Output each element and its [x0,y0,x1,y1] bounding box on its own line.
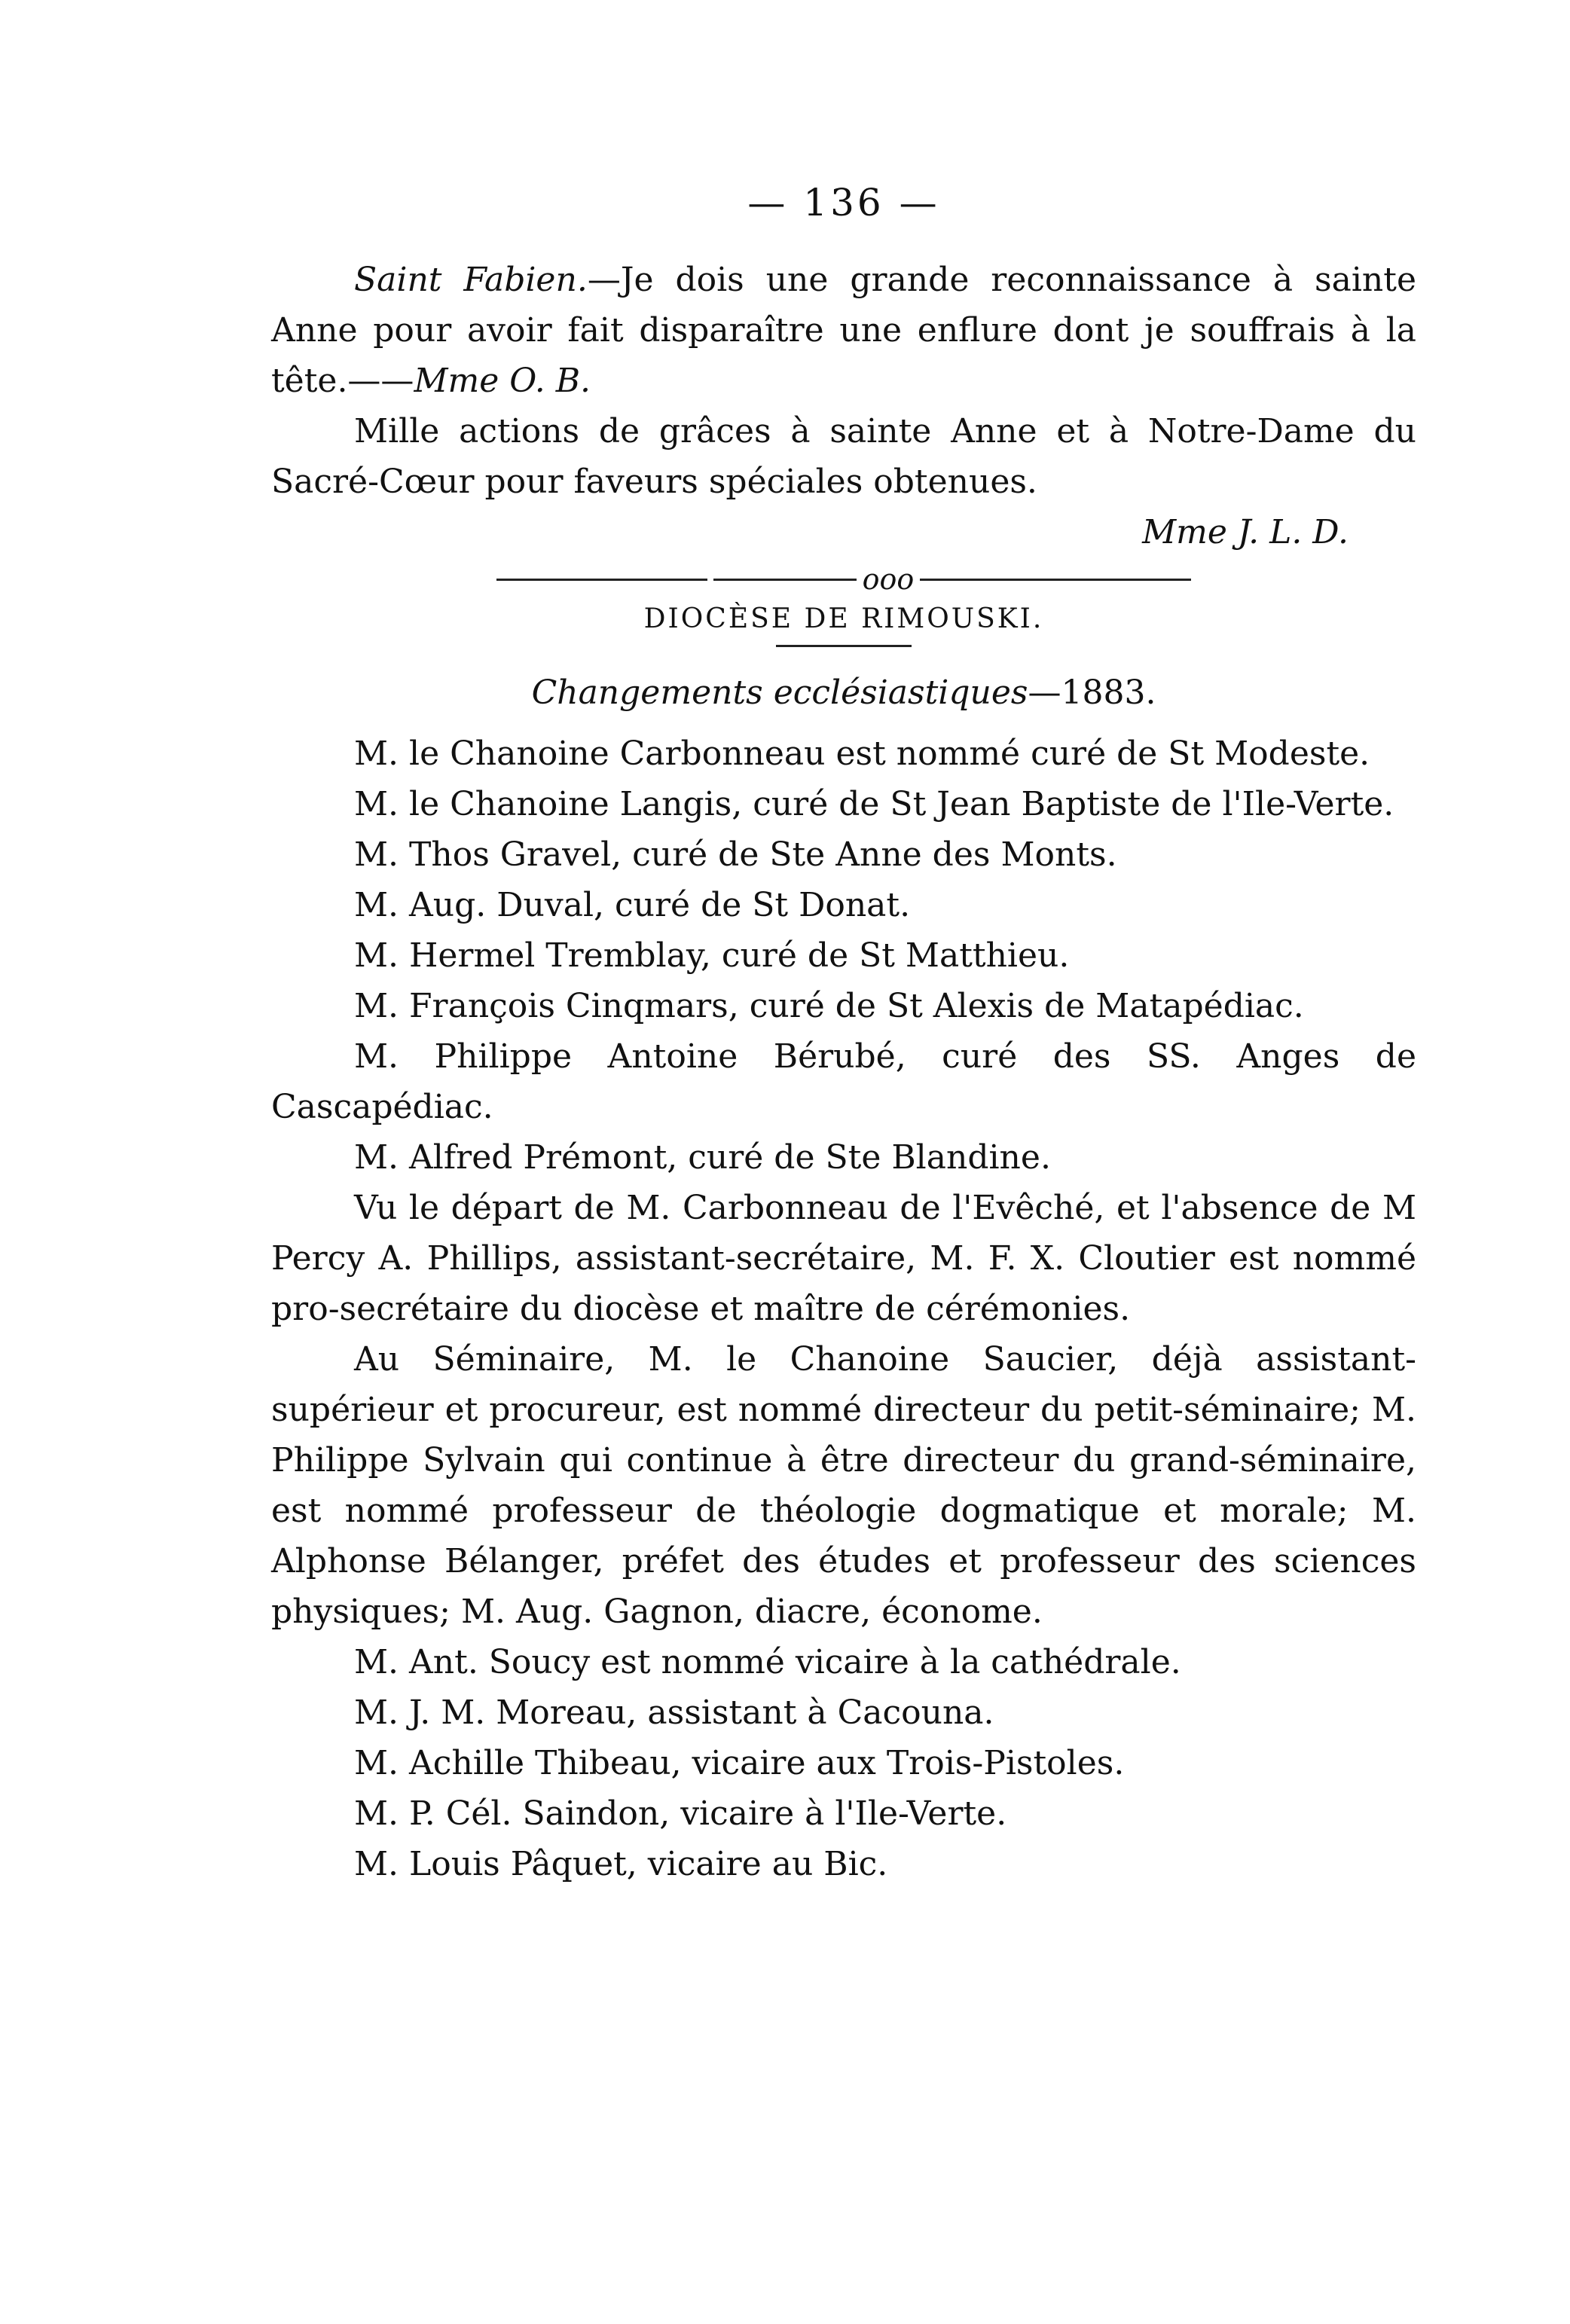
appointments-list [271,728,1416,1183]
vicar-item: M. Achille Thibeau, vicaire aux Trois-Pistoles. [354,1744,1125,1782]
section-divider [271,560,1416,598]
appointment-item: M. Thos Gravel, curé de Ste Anne des Monts. [354,835,1117,874]
seminary-paragraph: Au Séminaire, M. le Chanoine Saucier, déjà assistant-supérieur et procureur, est nommé directeur du petit-séminaire; M. Philippe Sylvain qui continue à être directeur du grand-séminaire, est nommé professeur de théologie dogmatique et morale; M. Alphonse Bélanger, préfet des études et professeur des sciences physiques; M. Aug. Gagnon, diacre, économe. [271,1340,1416,1631]
appointment-item: M. François Cinqmars, curé de St Alexis de Matapédiac. [354,987,1304,1025]
divider-ornament: ooo [862,563,915,596]
vicar-item: M. J. M. Moreau, assistant à Cacouna. [354,1693,994,1732]
appointment-item: M. le Chanoine Langis, curé de St Jean Baptiste de l'Ile-Verte. [354,785,1394,823]
page-number: — 136 — [747,181,940,224]
section-title [271,667,1416,719]
testimonial-place: Saint Fabien. [354,261,588,299]
appointment-item: M. le Chanoine Carbonneau est nommé curé de St Modeste. [354,734,1370,773]
vicar-item: M. P. Cél. Saindon, vicaire à l'Ile-Verte. [354,1794,1007,1833]
vicar-item: M. Ant. Soucy est nommé vicaire à la cathédrale. [354,1643,1181,1681]
vicars-list [271,1637,1416,1889]
diocese-heading: DIOCÈSE DE RIMOUSKI. [643,603,1044,634]
diocese-underline [776,645,912,647]
divider-rule-middle [713,579,857,581]
testimonial-signature: Mme O. B. [414,362,591,400]
divider-rule-right [920,579,1191,581]
appointment-item: M. Hermel Tremblay, curé de St Matthieu. [354,936,1070,975]
thanks-signature: Mme J. L. D. [1142,513,1349,551]
testimonial-paragraph [271,255,1416,406]
section-title-text: Changements ecclésiastiques [531,673,1028,712]
text-column [271,181,1416,1889]
vicar-item: M. Louis Pâquet, vicaire au Bic. [354,1845,888,1883]
testimonial-text: —Je dois une grande reconnaissance à sainte Anne pour avoir fait disparaître une enflure dont je souffrais à la tête.—— [271,261,1416,400]
thanks-paragraph: Mille actions de grâces à sainte Anne et à Notre-Dame du Sacré-Cœur pour faveurs spéciales obtenues. [271,412,1416,501]
appointment-item: M. Philippe Antoine Bérubé, curé des SS. Anges de Cascapédiac. [271,1037,1416,1126]
secretary-paragraph: Vu le départ de M. Carbonneau de l'Evêché, et l'absence de M Percy A. Phillips, assistant-secrétaire, M. F. X. Cloutier est nommé pro-secrétaire du diocèse et maître de cérémonies. [271,1189,1416,1328]
divider-rule-left [496,579,707,581]
section-year: —1883. [1028,673,1156,712]
appointment-item: M. Alfred Prémont, curé de Ste Blandine. [354,1138,1051,1177]
appointment-item: M. Aug. Duval, curé de St Donat. [354,886,911,924]
